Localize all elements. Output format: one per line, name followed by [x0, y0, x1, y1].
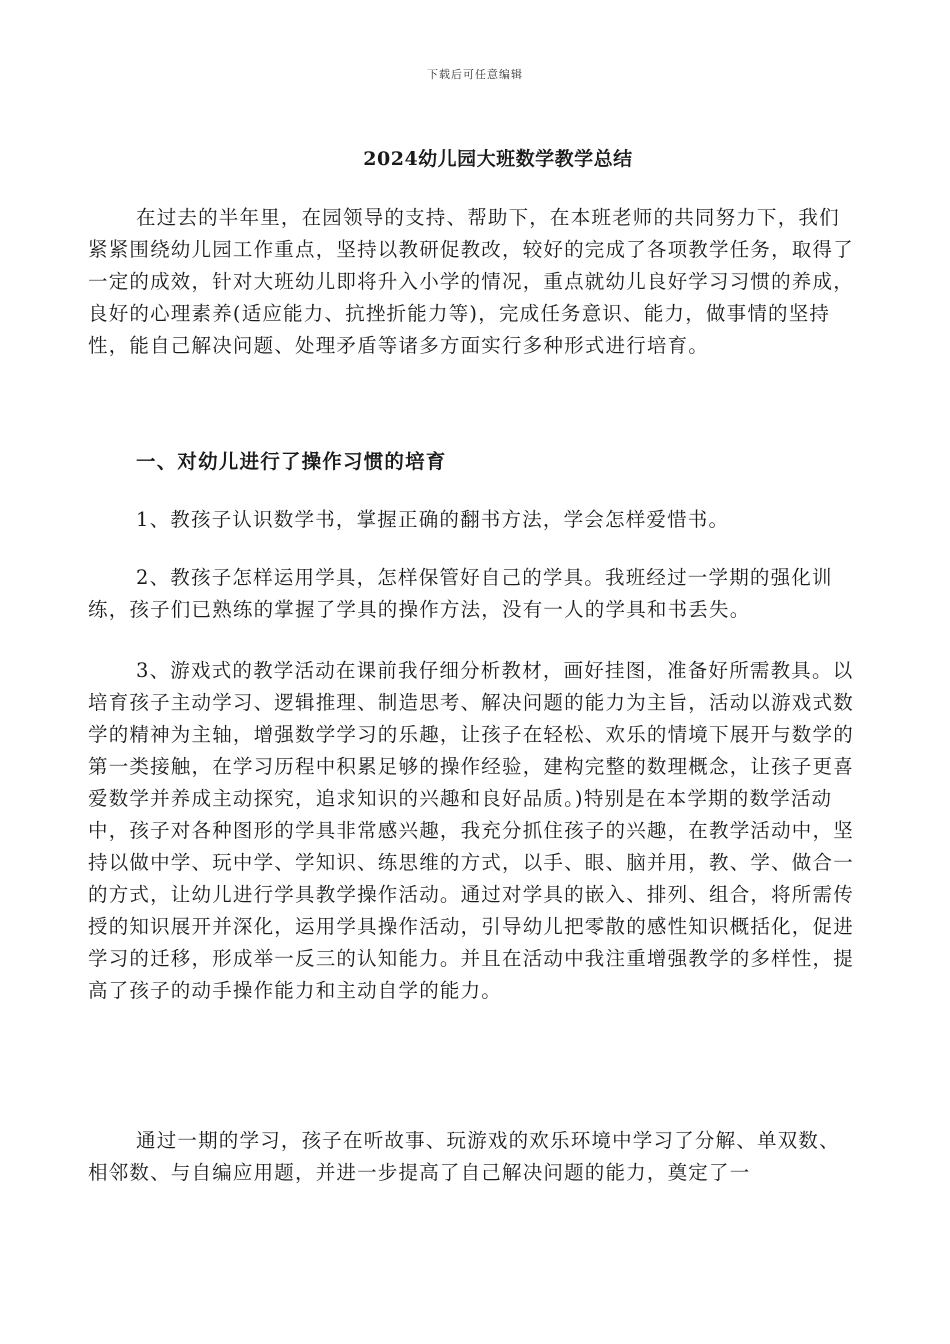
list-item-3: 3、游戏式的教学活动在课前我仔细分析教材，画好挂图，准备好所需教具。以培育孩子主动学习、逻辑推理、制造思考、解决问题的能力为主旨，活动以游戏式数学的精神为主轴，增强数学学习的乐趣，让孩子在轻松、欢乐的情境下展开与数学的第一类接触，在学习历程中积累足够的操作经验，建构完整的数理概念，让孩子更喜爱数学并养成主动探究，追求知识的兴趣和良好品质。)特别是在本学期的数学活动中，孩子对各种图形的学具非常感兴趣，我充分抓住孩子的兴趣，在教学活动中，坚持以做中学、玩中学、学知识、练思维的方式，以手、眼、脑并用，教、学、做合一的方式，让幼儿进行学具教学操作活动。通过对学具的嵌入、排列、组合，将所需传授的知识展开并深化，运用学具操作活动，引导幼儿把零散的感性知识概括化，促进学习的迁移，形成举一反三的认知能力。并且在活动中我注重增强教学的多样性，提高了孩子的动手操作能力和主动自学的能力。 [88, 659, 854, 1002]
document-title: 2024幼儿园大班数学教学总结 [363, 148, 633, 170]
header-note: 下载后可任意编辑 [427, 68, 523, 81]
section-heading: 一、对幼儿进行了操作习惯的培育 [136, 450, 447, 473]
intro-paragraph: 在过去的半年里，在园领导的支持、帮助下，在本班老师的共同努力下，我们紧紧围绕幼儿园工作重点，坚持以教研促教改，较好的完成了各项教学任务，取得了一定的成效，针对大班幼儿即将升入小学的情况，重点就幼儿良好学习习惯的养成，良好的心理素养(适应能力、抗挫折能力等)，完成任务意识、能力，做事情的坚持性，能自己解决问题、处理矛盾等诸多方面实行多种形式进行培育。 [88, 206, 854, 357]
list-item-1: 1、教孩子认识数学书，掌握正确的翻书方法，学会怎样爱惜书。 [136, 508, 730, 531]
final-paragraph: 通过一期的学习，孩子在听故事、玩游戏的欢乐环境中学习了分解、单双数、相邻数、与自编应用题，并进一步提高了自己解决问题的能力，奠定了一 [88, 1129, 840, 1184]
list-item-2: 2、教孩子怎样运用学具，怎样保管好自己的学具。我班经过一学期的强化训练，孩子们已熟练的掌握了学具的操作方法，没有一人的学具和书丢失。 [88, 566, 833, 621]
